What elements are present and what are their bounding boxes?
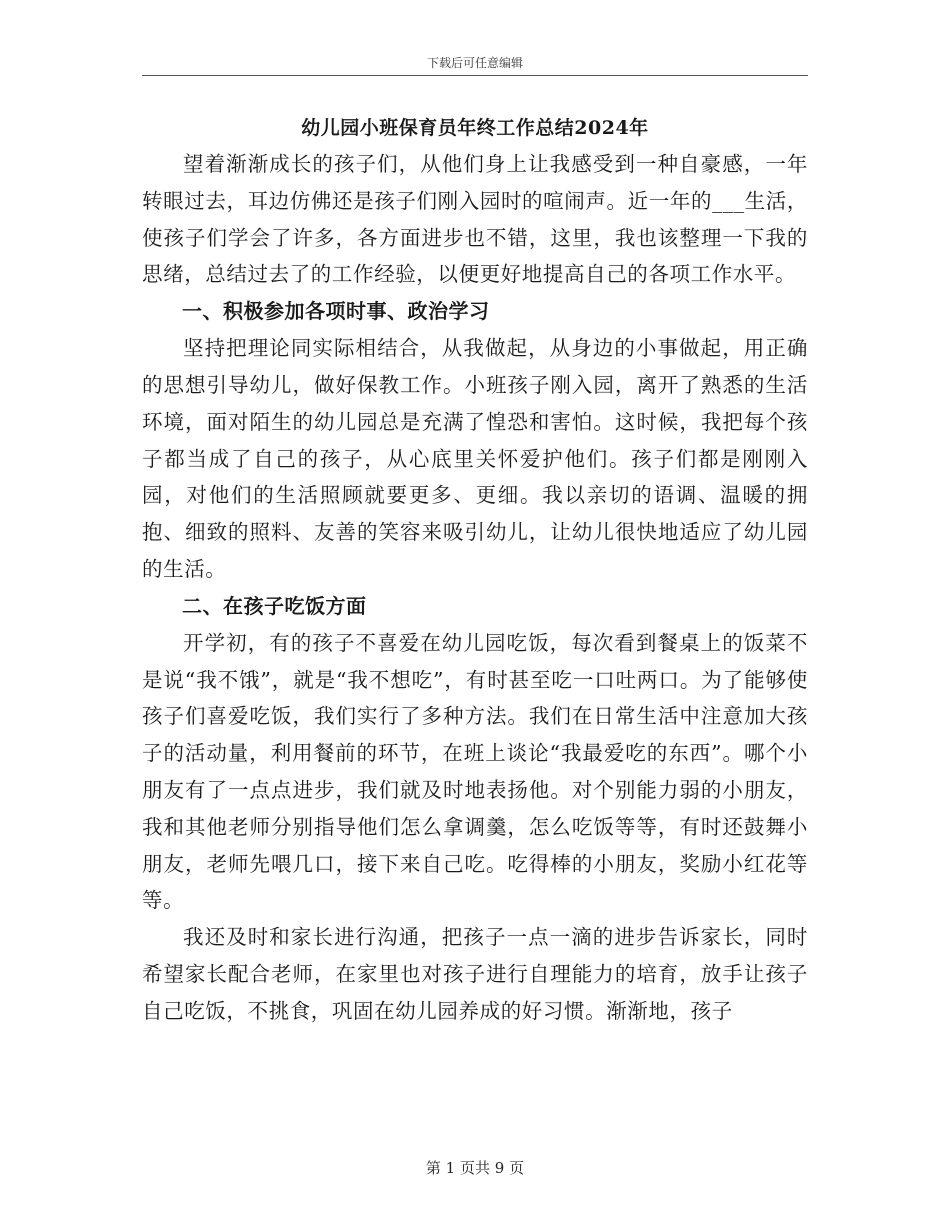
section2-paragraph-2: 我还及时和家长进行沟通，把孩子一点一滴的进步告诉家长，同时希望家长配合老师，在家里也对孩子进行自理能力的培育，放手让孩子自己吃饭，不挑食，巩固在幼儿园养成的好习惯。渐渐地，孩子 (142, 925, 808, 1023)
document-title: 幼儿园小班保育员年终工作总结2024年 (301, 117, 649, 139)
section1-paragraph: 坚持把理论同实际相结合，从我做起，从身边的小事做起，用正确的思想引导幼儿，做好保教工作。小班孩子刚入园，离开了熟悉的生活环境，面对陌生的幼儿园总是充满了惶恐和害怕。这时候，我把每个孩子都当成了自己的孩子，从心底里关怀爱护他们。孩子们都是刚刚入园，对他们的生活照顾就要更多、更细。我以亲切的语调、温暖的拥抱、细致的照料、友善的笑容来吸引幼儿，让幼儿很快地适应了幼儿园的生活。 (142, 336, 808, 581)
header-note: 下载后可任意编辑 (426, 56, 523, 70)
intro-paragraph: 望着渐渐成长的孩子们，从他们身上让我感受到一种自豪感，一年转眼过去，耳边仿佛还是孩子们刚入园时的喧闹声。近一年的___生活，使孩子们学会了许多，各方面进步也不错，这里，我也该整理一下我的思绪，总结过去了的工作经验，以便更好地提高自己的各项工作水平。 (142, 152, 808, 287)
header-divider (142, 75, 808, 76)
document-body (142, 110, 808, 1030)
page-number: 第 1 页共 9 页 (425, 1159, 525, 1177)
section-heading-eating: 二、在孩子吃饭方面 (182, 593, 367, 618)
section-heading-politics-study: 一、积极参加各项时事、政治学习 (182, 299, 490, 324)
section2-paragraph-1: 开学初，有的孩子不喜爱在幼儿园吃饭，每次看到餐桌上的饭菜不是说“我不饿”，就是“我不想吃”，有时甚至吃一口吐两口。为了能够使孩子们喜爱吃饭，我们实行了多种方法。我们在日常生活中注意加大孩子的活动量，利用餐前的环节，在班上谈论“我最爱吃的东西”。哪个小朋友有了一点点进步，我们就及时地表扬他。对个别能力弱的小朋友，我和其他老师分别指导他们怎么拿调羹，怎么吃饭等等，有时还鼓舞小朋友，老师先喂几口，接下来自己吃。吃得棒的小朋友，奖励小红花等等。 (142, 630, 808, 913)
